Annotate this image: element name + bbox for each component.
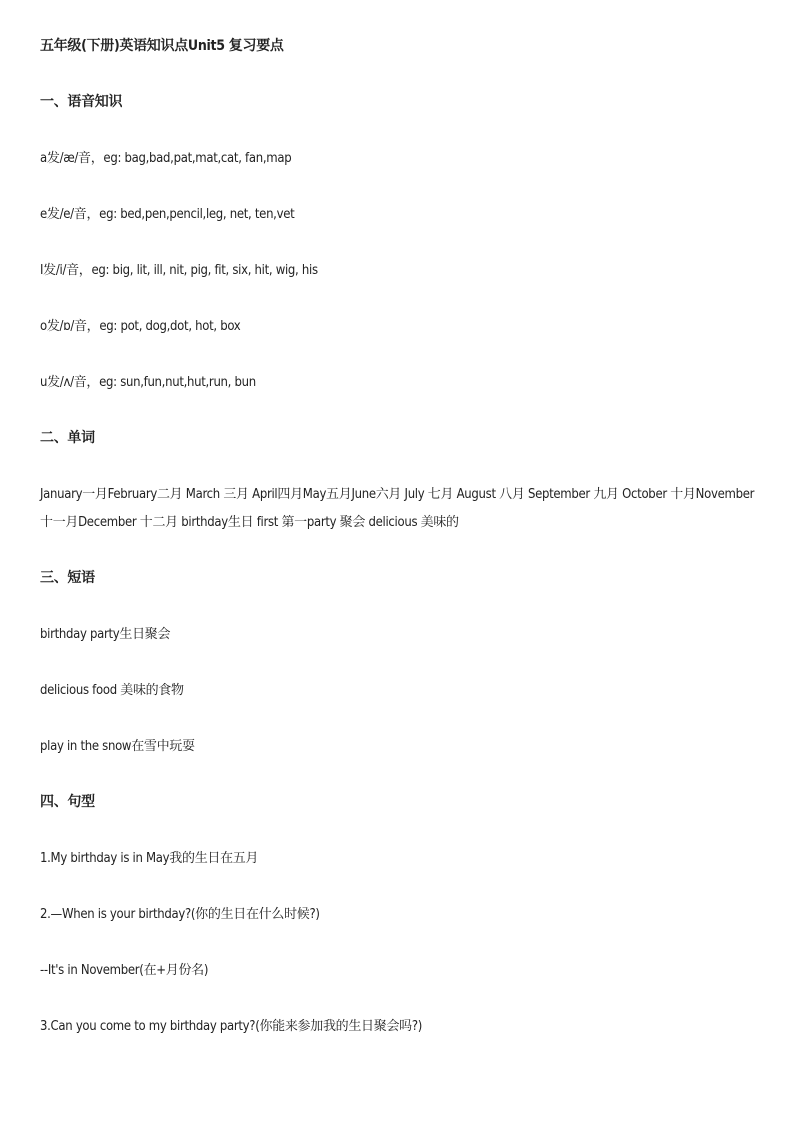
section-heading-words: 二、单词 xyxy=(40,430,95,446)
document-title: 五年级(下册)英语知识点Unit5 复习要点 xyxy=(40,38,284,54)
sentence-line-3: --It's in November(在+月份名) xyxy=(40,963,209,978)
phonics-line-i: I发/i/音，eg: big, lit, ill, nit, pig, fit, six, hit, wig, his xyxy=(40,263,318,278)
section-heading-phrases: 三、短语 xyxy=(40,570,95,586)
sentence-line-1: 1.My birthday is in May我的生日在五月 xyxy=(40,851,259,866)
sentence-line-4: 3.Can you come to my birthday party?(你能来参加我的生日聚会吗?) xyxy=(40,1019,423,1034)
phonics-line-a: a发/æ/音，eg: bag,bad,pat,mat,cat, fan,map xyxy=(40,151,292,166)
phrase-line-3: play in the snow在雪中玩耍 xyxy=(40,739,195,754)
section-heading-phonics: 一、语音知识 xyxy=(40,94,123,110)
phonics-line-u: u发/ʌ/音，eg: sun,fun,nut,hut,run, bun xyxy=(40,375,256,390)
section-heading-sentences: 四、句型 xyxy=(40,794,95,810)
words-paragraph: January一月February二月 March 三月 April四月May五月June六月 July 七月 August 八月 September 九月 October 十月November十一月December 十二月 birthday生日 first 第一party 聚会 delicious 美味的 xyxy=(40,487,755,530)
sentence-line-2: 2.—When is your birthday?(你的生日在什么时候?) xyxy=(40,907,320,922)
phrase-line-1: birthday party生日聚会 xyxy=(40,627,171,642)
phonics-line-o: o发/ɒ/音，eg: pot, dog,dot, hot, box xyxy=(40,319,241,334)
phonics-line-e: e发/e/音，eg: bed,pen,pencil,leg, net, ten,vet xyxy=(40,207,295,222)
phrase-line-2: delicious food 美味的食物 xyxy=(40,683,184,698)
